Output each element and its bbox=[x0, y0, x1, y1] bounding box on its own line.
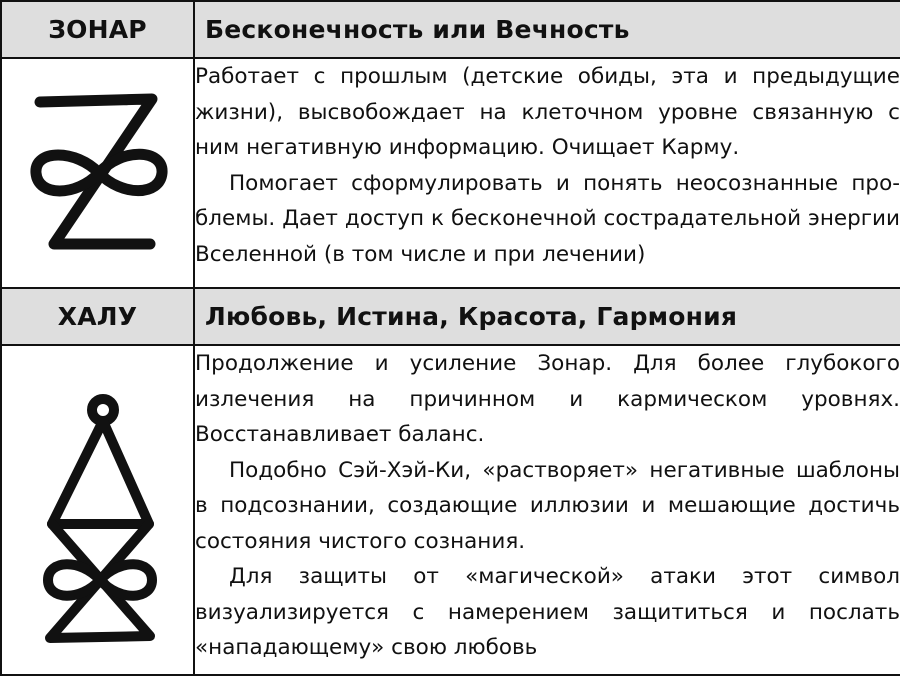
zonar-paragraph-2: Помогает сформулировать и понять неосознанные проблемы. Дает доступ к бесконечной сострадательной энергии Вселенной (в том числе и при лечении) bbox=[195, 170, 900, 267]
halu-symbol-cell bbox=[1, 345, 194, 675]
halu-paragraph-3: Для защиты от «магической» атаки этот символ визуализируется с намерением защититься и послать «нападающему» свою любовь bbox=[195, 564, 900, 660]
halu-paragraph-1: Продолжение и усиление Зонар. Для более глубокого излечения на причинном и кармическом уровнях. Восстанавливает баланс. bbox=[195, 351, 900, 447]
symbol-name-halu: ХАЛУ bbox=[1, 288, 194, 345]
zonar-symbol-icon bbox=[2, 59, 195, 287]
zonar-symbol-cell bbox=[1, 58, 194, 288]
zonar-paragraph-1: Работает с прошлым (детские обиды, эта и предыдущие жизни), высвобождает на клеточном уровне связанную с ним негативную информацию. Очищает Карму. bbox=[195, 64, 900, 160]
zonar-header-row bbox=[1, 1, 900, 58]
halu-paragraph-2: Подобно Сэй-Хэй-Ки, «растворяет» негативные шаблоны в подсознании, создающие иллюзии и мешающие достичь состояния чистого сознания. bbox=[195, 457, 900, 554]
symbol-title-zonar: Бесконечность или Вечность bbox=[194, 1, 900, 58]
halu-header-row bbox=[1, 288, 900, 345]
halu-description bbox=[194, 345, 900, 675]
halu-body-row bbox=[1, 345, 900, 675]
zonar-body-row bbox=[1, 58, 900, 288]
symbol-name-zonar: ЗОНАР bbox=[1, 1, 194, 58]
symbol-title-halu: Любовь, Истина, Красота, Гармония bbox=[194, 288, 900, 345]
halu-symbol-icon bbox=[2, 346, 195, 674]
zonar-description bbox=[194, 58, 900, 288]
